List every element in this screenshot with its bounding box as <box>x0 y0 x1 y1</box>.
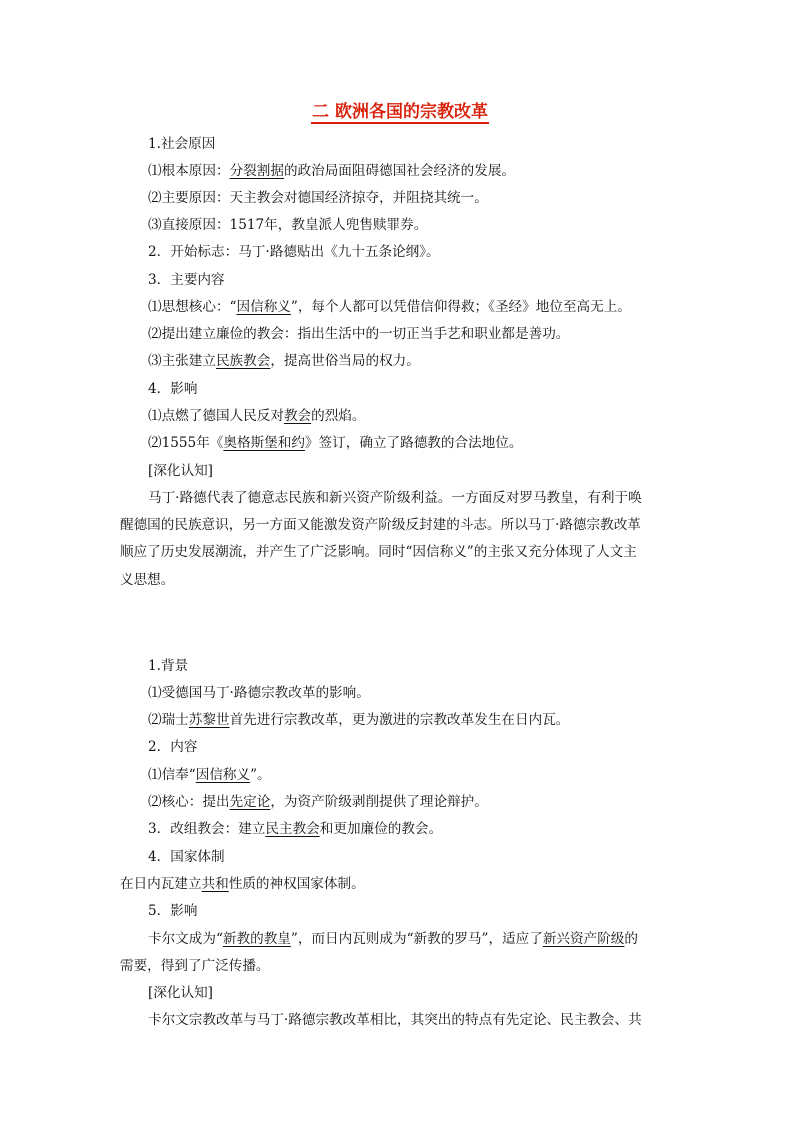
background-1: ⑴受德国马丁·路德宗教改革的影响。 <box>148 685 370 701</box>
deepen-text-line: 马丁·路德代表了德意志民族和新兴资产阶级利益。一方面反对罗马教皇，有利于唤 <box>148 490 642 506</box>
impact-2: ⑵1555年《奥格斯堡和约》签订，确立了路德教的合法地位。 <box>148 435 523 451</box>
content-church: ⑵提出建立廉俭的教会：指出生活中的一切正当手艺和职业都是善功。 <box>148 326 570 342</box>
deepen-text-line: 醒德国的民族意识，另一方面又能激发资产阶级反封建的斗志。所以马丁·路德宗教改革 <box>120 517 641 533</box>
heading-background: 1.背景 <box>148 658 189 674</box>
underlined-term: 民主教会 <box>265 821 320 837</box>
underlined-term: 先定论 <box>229 794 271 810</box>
state-system-text: 在日内瓦建立共和性质的神权国家体制。 <box>120 876 365 892</box>
deepen-label-2: [深化认知] <box>148 985 213 1001</box>
heading-state-system: 4．国家体制 <box>148 849 225 865</box>
deepen-text-line: 顺应了历史发展潮流，并产生了广泛影响。同时“因信称义”的主张又充分体现了人文主 <box>120 544 637 560</box>
underlined-term: 因信称义 <box>236 299 291 315</box>
content-core: ⑴思想核心：“因信称义”，每个人都可以凭借信仰得救；《圣经》地位至高无上。 <box>148 299 631 315</box>
heading-main-content: 3．主要内容 <box>148 272 225 288</box>
impact-text-line: 需要，得到了广泛传播。 <box>120 958 270 974</box>
cause-direct: ⑶直接原因：1517年，教皇派人兜售赎罪券。 <box>148 217 428 233</box>
underlined-term: 因信称义 <box>195 767 251 783</box>
deepen-text-line: 卡尔文宗教改革与马丁·路德宗教改革相比，其突出的特点有先定论、民主教会、共 <box>148 1012 642 1028</box>
heading-impact-2: 5．影响 <box>148 903 198 919</box>
underlined-term: 苏黎世 <box>188 712 230 728</box>
heading-social-causes: 1.社会原因 <box>148 136 216 152</box>
underlined-term: 教会 <box>283 408 312 424</box>
cause-root: ⑴根本原因：分裂割据的政治局面阻碍德国社会经济的发展。 <box>148 163 516 179</box>
deepen-label: [深化认知] <box>148 463 213 479</box>
title-text: 二 欧洲各国的宗教改革 <box>312 102 488 122</box>
impact-1: ⑴点燃了德国人民反对教会的烈焰。 <box>148 408 366 424</box>
deepen-text-line: 义思想。 <box>120 572 175 588</box>
underlined-term: 奥格斯堡和约 <box>223 435 305 451</box>
underlined-term: 新兴资产阶级 <box>542 931 625 947</box>
content-belief: ⑴信奉“因信称义”。 <box>148 767 271 783</box>
heading-start-sign: 2．开始标志：马丁·路德贴出《九十五条论纲》。 <box>148 244 440 260</box>
background-2: ⑵瑞士苏黎世首先进行宗教改革，更为激进的宗教改革发生在日内瓦。 <box>148 712 570 728</box>
heading-reorganize-church: 3．改组教会：建立民主教会和更加廉俭的教会。 <box>148 821 443 837</box>
heading-content: 2．内容 <box>148 739 198 755</box>
underlined-term: 新教的教皇 <box>222 931 291 947</box>
impact-text-line: 卡尔文成为“新教的教皇”，而日内瓦则成为“新教的罗马”，适应了新兴资产阶级的 <box>148 931 638 947</box>
content-national-church: ⑶主张建立民族教会，提高世俗当局的权力。 <box>148 353 420 369</box>
cause-main: ⑵主要原因：天主教会对德国经济掠夺，并阻挠其统一。 <box>148 190 488 206</box>
page-title <box>0 97 800 122</box>
underlined-term: 分裂割据 <box>229 163 284 179</box>
underlined-term: 共和 <box>201 876 229 892</box>
heading-impact: 4．影响 <box>148 381 198 397</box>
content-core-predestination: ⑵核心：提出先定论，为资产阶级剥削提供了理论辩护。 <box>148 794 488 810</box>
underlined-term: 民族教会 <box>215 353 271 369</box>
